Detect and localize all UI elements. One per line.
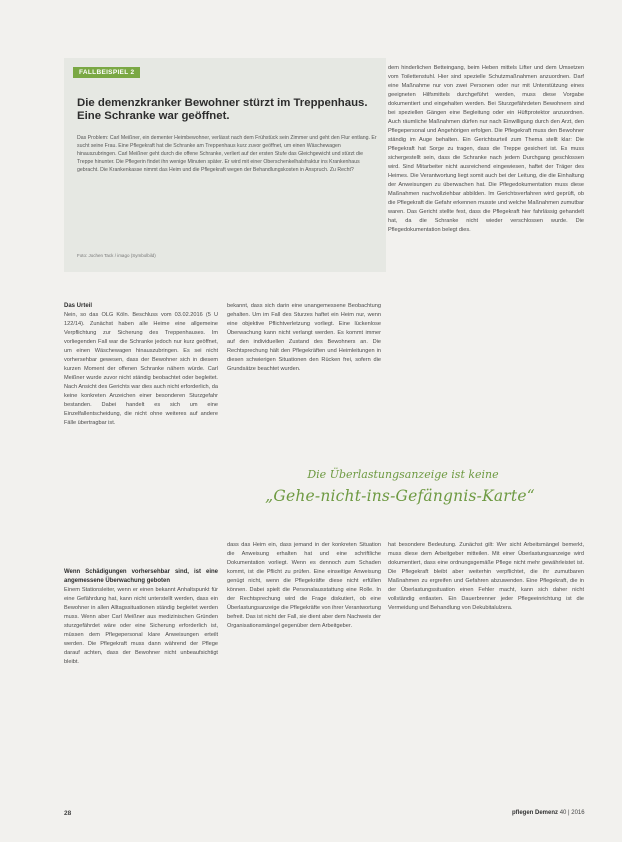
column-left-lower-text: Einem Stationsleiter, wenn er einen bekannt Anhaltspunkt für eine Gefährdung hat, kann nicht unterstellt werden, dass ein Bewohner in allen Alltagssituationen ständig begleitet werden muss. Wenn aber Carl Meißner aus medizinischen Gründen sturzgefährdet wäre oder eine Sicherung erforderlich ist, müssen dem Pflegepersonal klare Anweisungen erteilt werden. Die Pflegekraft muss dann während der Pflege darauf achten, dass der Bewohner nicht unbeaufsichtigt bleibt.: [64, 587, 218, 665]
column-left-text: Nein, so das OLG Köln. Beschluss vom 03.02.2016 (5 U 122/14). Zunächst haben alle Heime eine allgemeine Verpflichtung zur Sicherung des Treppenhauses. Im vorliegenden Fall war die Schranke jedoch nur kurz geöffnet, um einen Wäschewagen hinauszubringen. Es sei nicht vorhersehbar gewesen, dass der Bewohner sich in diesem kurzen Moment der offenen Schranke nähern würde. Carl Meißner wurde zuvor nicht ständig beobachtet oder begleitet. Nach Ansicht des Gerichts war dies auch nicht erforderlich, da keine konkreten Anzeichen einer besonderen Sturzgefahr bestanden. Dabei handelt es sich um eine Einzelfallentscheidung, die nicht ohne weiteres auf andere Fälle übertragbar ist.: [64, 312, 218, 426]
case-text: Das Problem: Carl Meißner, ein dementer Heimbewohner, verlässt nach dem Frühstück sein Zimmer und geht den Flur entlang. Er sucht seine Frau. Eine Pflegekraft hat die Schranke am Treppenhaus kurz zuvor geöffnet, um einen Wäschewagen hinauszubringen. Carl Meißner geht durch die offene Schranke, verliert auf der ersten Stufe das Gleichgewicht und stürzt die Treppe hinunter. Die Pflegerin findet ihn wenige Minuten später. Er wird mit einer Oberschenkelhalsfraktur ins Krankenhaus gebracht. Die Krankenkasse nimmt das Heim und die Pflegekraft wegen der Behandlungskosten in Anspruch. Zu Recht?: [77, 135, 377, 173]
column-middle-text: bekannt, dass sich darin eine unangemessene Beobachtung gehalten. Um im Fall des Sturzes haftet ein Heim nur, wenn eine objektive Pflichtverletzung vorliegt. Eine lückenlose Überwachung kann nicht verlangt werden. Es kommt immer auf den individuellen Zustand des Bewohners an. Die Rechtsprechung hält den Pflegekräften und Heimleitungen in diesen schwierigen Situationen den Rücken frei, sofern die Grundsätze beachtet wurden.: [227, 303, 381, 372]
footer-magazine: [512, 810, 585, 816]
page-number: 28: [64, 810, 72, 817]
case-title-line2: Eine Schranke war geöffnet.: [77, 110, 230, 122]
column-middle-lower-text: dass das Heim ein, dass jemand in der konkreten Situation die Anweisung erhalten hat und eine schriftliche Dokumentation vorliegt. Wenn es dennoch zum Schaden kommt, ist die Pflicht zu prüfen. Eine einseitige Anweisung genügt nicht, wenn die Pflegekräfte diese nicht erfüllen können. Dabei spielt die Personalausstattung eine Rolle. In der Rechtsprechung wird die Frage diskutiert, ob eine Überlastungsanzeige die Pflegekräfte von ihrer Verantwortung befreit. Das ist nicht der Fall, sie dient aber dem Nachweis der Organisationsmängel gegenüber dem Arbeitgeber.: [227, 542, 381, 629]
column-left-lower: [64, 568, 218, 798]
column-middle: [227, 302, 381, 442]
pull-quote-line2: „Gehe-nicht-ins-Gefängnis-Karte“: [265, 487, 535, 505]
subhead-ueberwachung: Wenn Schädigungen vorhersehbar sind, ist eine angemessene Überwachung geboten: [64, 569, 218, 584]
issue-number: 40 | 2016: [559, 810, 585, 816]
pull-quote-line1: Die Überlastungsanzeige ist keine: [307, 468, 499, 481]
case-tag: FALLBEISPIEL 2: [73, 67, 140, 78]
column-right-top-text: dem hinderlichen Betteingang, beim Heben mittels Lifter und dem Umsetzen vom Toilettenstuhl. Hier sind spezielle Schutzmaßnahmen anzuordnen. Darf eine Maßnahme nur von zwei Personen oder nur mit Unterstützung eines geeigneten Hilfsmittels durchgeführt werden, muss diese Vorgabe dokumentiert und eingehalten werden. Bei Sturzgefährdeten Bewohnern sind bei speziellen Gängen eine Begleitung oder ein Hüftprotektor anzuordnen. Auch räumliche Maßnahmen dürfen nur nach Einwilligung durch den Arzt, den Pflegepersonal und Angehörigen erfolgen. Die Pflegekraft muss den Bewohner ständig im Auge behalten. Ein Gerichtsurteil zum Thema stellt klar: Die Pflegekraft hat Sorge zu tragen, dass die Treppe gesichert ist. Es muss sichergestellt sein, dass die Schranke nach jedem Durchgang geschlossen wird. Sind Mitarbeiter nicht ausreichend eingewiesen, haftet der Träger des Heimes. Die Verantwortung liegt somit auch bei der Leitung, die die Einhaltung der Anweisungen zu überwachen hat. Die Pflegedokumentation muss diese Maßnahmen nachvollziehbar abbilden. Im Gerichtsverfahren wird geprüft, ob die Pflegekraft die Gefahr erkennen musste und welche Maßnahmen zumutbar waren. Das Gericht stellte fest, dass die Pflegekraft hier fahrlässig gehandelt hat, da die Schranke nicht wieder verschlossen wurde. Die Pflegedokumentation belegt dies.: [388, 65, 584, 233]
magazine-name: pflegen Demenz: [512, 810, 559, 816]
case-photo-credit: Foto: Jochen Tack / imago (Symbolbild): [77, 253, 156, 258]
case-title-line1: Die demenzkranker Bewohner stürzt im Treppenhaus.: [77, 97, 368, 109]
column-right-lower-text: hat besondere Bedeutung. Zunächst gilt: Wer sicht Arbeitsmängel bemerkt, muss diese dem Arbeitgeber mitteilen. Mit einer Überlastungsanzeige wird dokumentiert, dass eine ordnungsgemäße Pflege nicht mehr gewährleistet ist. Die Pflegekraft bleibt aber weiterhin verpflichtet, die ihr zumutbaren Maßnahmen zu ergreifen und Gefahren abzuwenden. Eine Pflegekraft, die in der Überlastungssituation einen Fehler macht, kann sich daher nicht vollständig entlasten. Ein Dauerbrenner jeder Pflegeeinrichtung ist die Vermeidung und Behandlung von Dekubitalulzera.: [388, 542, 584, 611]
subhead-urteil: Das Urteil: [64, 303, 93, 309]
column-middle-lower: [227, 541, 381, 798]
column-left: [64, 302, 218, 560]
column-right-lower: [388, 541, 584, 798]
column-right-top: [388, 64, 584, 449]
case-title: [77, 97, 377, 123]
